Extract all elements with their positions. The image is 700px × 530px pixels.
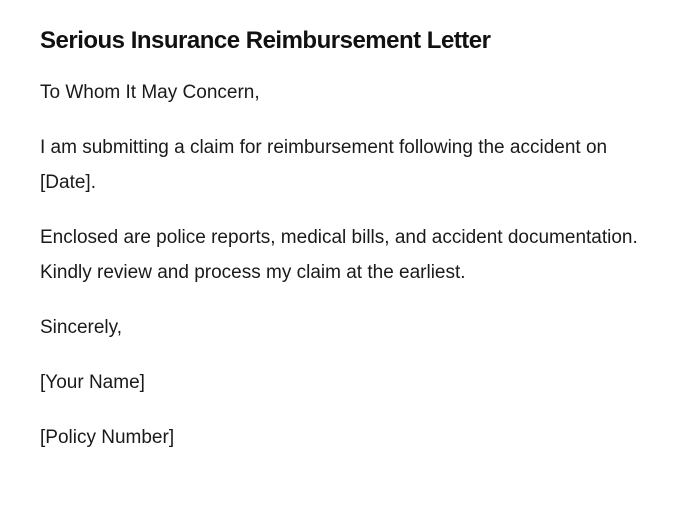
letter-paragraph-claim: I am submitting a claim for reimbursement following the accident on [Date]. [40,137,608,193]
letter-salutation: To Whom It May Concern, [40,82,260,103]
letter-document [40,24,660,475]
letter-name-placeholder: [Your Name] [40,372,145,393]
letter-paragraph-enclosures: Enclosed are police reports, medical bills, and accident documentation. Kindly review and process my claim at the earliest. [40,227,638,283]
letter-closing: Sincerely, [40,317,123,338]
letter-title: Serious Insurance Reimbursement Letter [40,27,491,54]
letter-policy-placeholder: [Policy Number] [40,427,175,448]
